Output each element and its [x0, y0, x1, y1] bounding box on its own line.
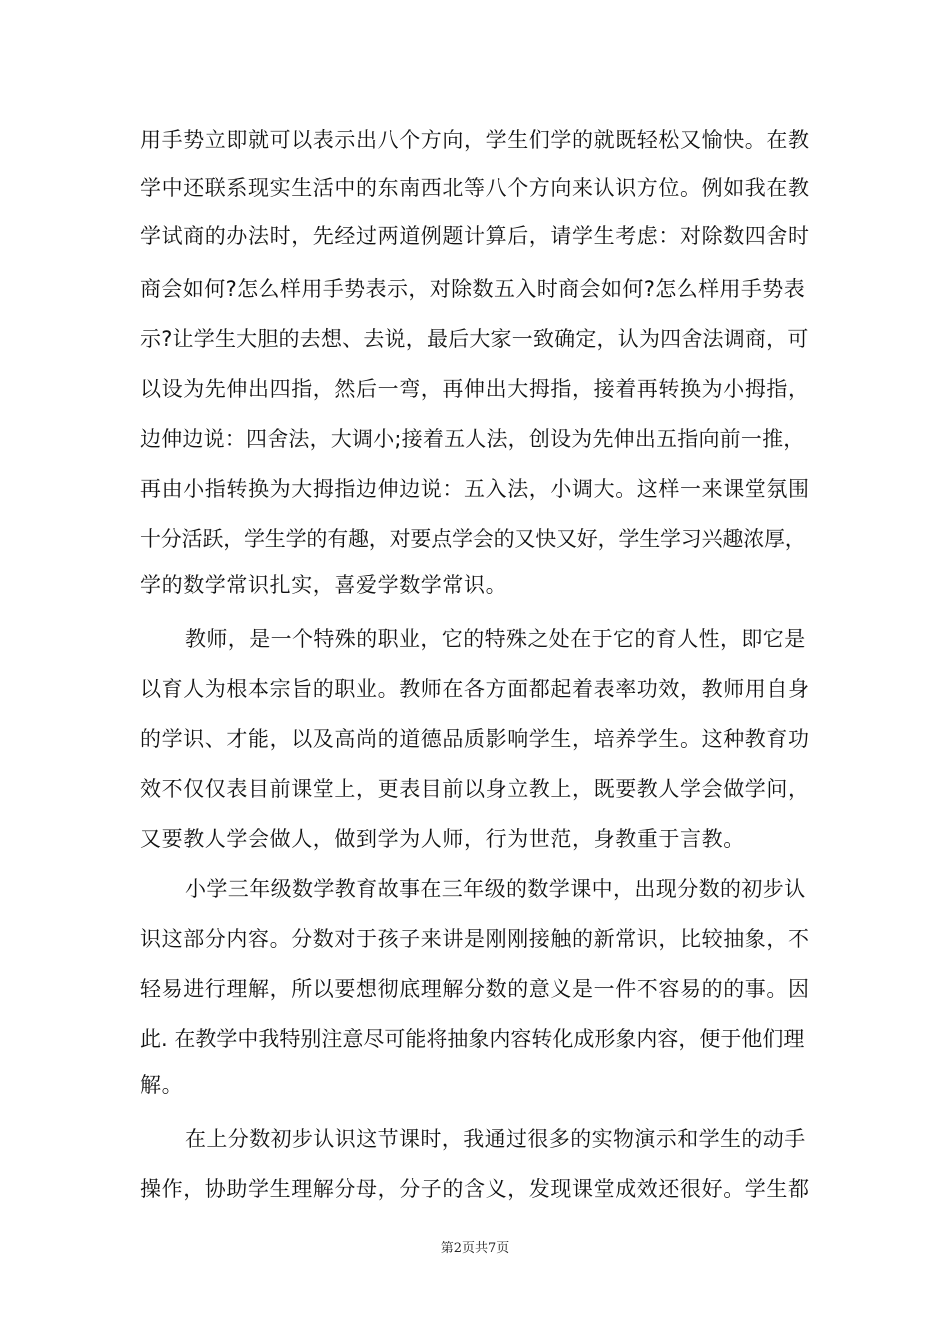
paragraph-first-line: 小学三年级数学教育故事在三年级的数学课中，出现分数的初步认	[185, 877, 806, 901]
text-line: 的学识、才能，以及高尚的道德品质影响学生，培养学生。这种教育功	[140, 727, 810, 751]
text-line: 效不仅仅表目前课堂上，更表目前以身立教上，既要教人学会做学问，	[140, 777, 810, 801]
text-line: 此. 在教学中我特别注意尽可能将抽象内容转化成形象内容，便于他们理	[140, 1027, 805, 1051]
text-line: 操作，协助学生理解分母，分子的含义，发现课堂成效还很好。学生都	[140, 1177, 810, 1201]
page-number-footer: 第2页共7页	[440, 1241, 510, 1256]
text-line: 再由小指转换为大拇指边伸边说：五入法，小调大。这样一来课堂氛围	[140, 477, 810, 501]
text-line: 轻易进行理解，所以要想彻底理解分数的意义是一件不容易的的事。因	[140, 977, 810, 1001]
text-line: 学试商的办法时，先经过两道例题计算后，请学生考虑：对除数四舍时	[140, 224, 810, 248]
text-line: 示?让学生大胆的去想、去说，最后大家一致确定，认为四舍法调商，可	[140, 327, 809, 351]
text-line: 解。	[140, 1073, 184, 1097]
text-line: 商会如何?怎么样用手势表示，对除数五入时商会如何?怎么样用手势表	[140, 277, 806, 301]
text-line: 十分活跃，学生学的有趣，对要点学会的又快又好，学生学习兴趣浓厚，	[140, 527, 806, 551]
text-line: 以育人为根本宗旨的职业。教师在各方面都起着表率功效，教师用自身	[140, 677, 810, 701]
text-line: 识这部分内容。分数对于孩子来讲是刚刚接触的新常识，比较抽象，不	[140, 927, 810, 951]
text-line: 以设为先伸出四指，然后一弯，再伸出大拇指，接着再转换为小拇指，	[140, 377, 810, 401]
text-line: 用手势立即就可以表示出八个方向，学生们学的就既轻松又愉快。在教	[140, 128, 810, 152]
text-line: 学中还联系现实生活中的东南西北等八个方向来认识方位。例如我在教	[140, 176, 810, 200]
text-line: 又要教人学会做人，做到学为人师，行为世范，身教重于言教。	[140, 827, 745, 851]
text-line: 边伸边说：四舍法，大调小;接着五人法，创设为先伸出五指向前一推，	[140, 427, 805, 451]
paragraph-first-line: 教师，是一个特殊的职业，它的特殊之处在于它的育人性，即它是	[185, 627, 806, 651]
paragraph-first-line: 在上分数初步认识这节课时，我通过很多的实物演示和学生的动手	[185, 1127, 806, 1151]
text-line: 学的数学常识扎实，喜爱学数学常识。	[140, 573, 508, 597]
